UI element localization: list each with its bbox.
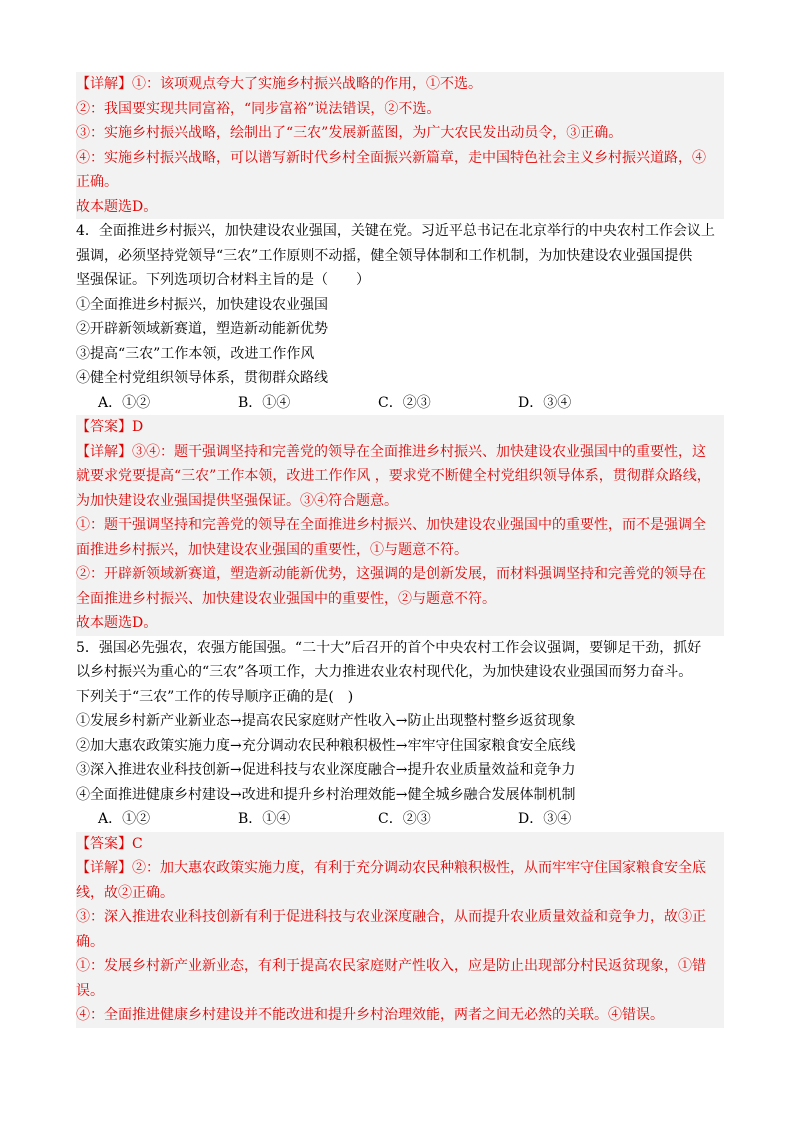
question-stem: 强调，必须坚持党领导“三农”工作原则不动摇，健全领导体制和工作机制，为加快建设农业强国提供 xyxy=(76,247,693,264)
explain-line: 误。 xyxy=(76,982,104,999)
question-4 xyxy=(76,219,724,415)
answer-line: 【答案】D xyxy=(76,419,144,435)
option-b: B．①④ xyxy=(238,394,291,411)
explain-line: ③：实施乡村振兴战略，绘制出了“三农”发展新蓝图，为广大农民发出动员令，③正确。 xyxy=(76,125,623,141)
option-d: D．③④ xyxy=(518,811,572,827)
answer-line: 【答案】C xyxy=(76,835,143,852)
explain-line: 【详解】②：加大惠农政策实施力度，有利于充分调动农民种粮积极性，从而牢牢守住国家粮食安全底 xyxy=(76,860,706,876)
question-stem: 以乡村振兴为重心的“三农”各项工作，大力推进农业农村现代化，为加快建设农业强国而努力奋斗。 xyxy=(76,664,693,680)
q5-solution xyxy=(76,832,724,1028)
question-item: ④健全村党组织领导体系，贯彻群众路线 xyxy=(76,370,328,386)
conclusion-line: 故本题选D。 xyxy=(76,615,158,631)
explain-line: ①：发展乡村新产业新业态，有利于提高农民家庭财产性收入，应是防止出现部分村民返贫现象，①错 xyxy=(76,958,706,974)
explain-line: 正确。 xyxy=(76,174,118,190)
explain-line: 线，故②正确。 xyxy=(76,884,174,901)
question-item: ③提高“三农”工作本领，改进工作作风 xyxy=(76,345,315,362)
q4-solution xyxy=(76,415,724,636)
explain-line: ④：全面推进健康乡村建设并不能改进和提升乡村治理效能，两者之间无必然的关联。④错误。 xyxy=(76,1007,664,1023)
option-d: D．③④ xyxy=(518,394,572,411)
page-content xyxy=(76,72,724,1028)
explain-line: ④：实施乡村振兴战略，可以谱写新时代乡村全面振兴新篇章，走中国特色社会主义乡村振兴道路，④ xyxy=(76,149,706,166)
question-stem: 5．强国必先强农，农强方能国强。“二十大”后召开的首个中央农村工作会议强调，要铆足干劲，抓好 xyxy=(76,639,702,656)
q3-explanation xyxy=(76,72,724,219)
option-a: A．①② xyxy=(98,394,151,411)
explain-line: 就要求党要提高“三农”工作本领，改进工作作风 ，要求党不断健全村党组织领导体系，贯彻群众路线， xyxy=(76,468,711,484)
question-stem: 下列关于“三农”工作的传导顺序正确的是( ) xyxy=(76,688,354,705)
answer-options xyxy=(76,807,724,832)
option-c: C．②③ xyxy=(378,394,431,411)
explain-line: 【详解】③④：题干强调坚持和完善党的领导在全面推进乡村振兴、加快建设农业强国中的重要性，这 xyxy=(76,443,706,460)
explain-line: ③：深入推进农业科技创新有利于促进科技与农业深度融合，从而提升农业质量效益和竞争力，故③正 xyxy=(76,909,706,925)
question-item: ②开辟新领域新赛道，塑造新动能新优势 xyxy=(76,321,328,337)
explain-line: ②：开辟新领域新赛道，塑造新动能新优势，这强调的是创新发展，而材料强调坚持和完善党的领导在 xyxy=(76,566,706,582)
explain-line: ②：我国要实现共同富裕，“同步富裕”说法错误，②不选。 xyxy=(76,100,441,117)
question-item: ②加大惠农政策实施力度→充分调动农民种粮积极性→牢牢守住国家粮食安全底线 xyxy=(76,737,576,754)
explain-line: ①：题干强调坚持和完善党的领导在全面推进乡村振兴、加快建设农业强国中的重要性，而不是强调全 xyxy=(76,517,706,533)
explain-line: 【详解】①：该项观点夸大了实施乡村振兴战略的作用，①不选。 xyxy=(76,76,482,92)
question-stem: 坚强保证。下列选项切合材料主旨的是（ ） xyxy=(76,272,370,288)
conclusion-line: 故本题选D。 xyxy=(76,198,158,215)
explain-line: 面推进乡村振兴，加快建设农业强国的重要性，①与题意不符。 xyxy=(76,541,468,558)
option-b: B．①④ xyxy=(238,811,291,827)
question-item: ①全面推进乡村振兴，加快建设农业强国 xyxy=(76,296,328,313)
option-c: C．②③ xyxy=(378,811,431,827)
explain-line: 全面推进乡村振兴、加快建设农业强国中的重要性，②与题意不符。 xyxy=(76,590,496,607)
answer-options xyxy=(76,391,724,416)
option-a: A．①② xyxy=(98,811,151,827)
question-item: ③深入推进农业科技创新→促进科技与农业深度融合→提升农业质量效益和竞争力 xyxy=(76,762,576,778)
question-item: ①发展乡村新产业新业态→提高农民家庭财产性收入→防止出现整村整乡返贫现象 xyxy=(76,713,576,729)
explain-line: 确。 xyxy=(76,933,104,950)
question-5 xyxy=(76,636,724,832)
question-stem: 4．全面推进乡村振兴，加快建设农业强国，关键在党。习近平总书记在北京举行的中央农村工作会议上 xyxy=(76,223,715,239)
question-item: ④全面推进健康乡村建设→改进和提升乡村治理效能→健全城乡融合发展体制机制 xyxy=(76,786,576,803)
explain-line: 为加快建设农业强国提供坚强保证。③④符合题意。 xyxy=(76,492,398,509)
